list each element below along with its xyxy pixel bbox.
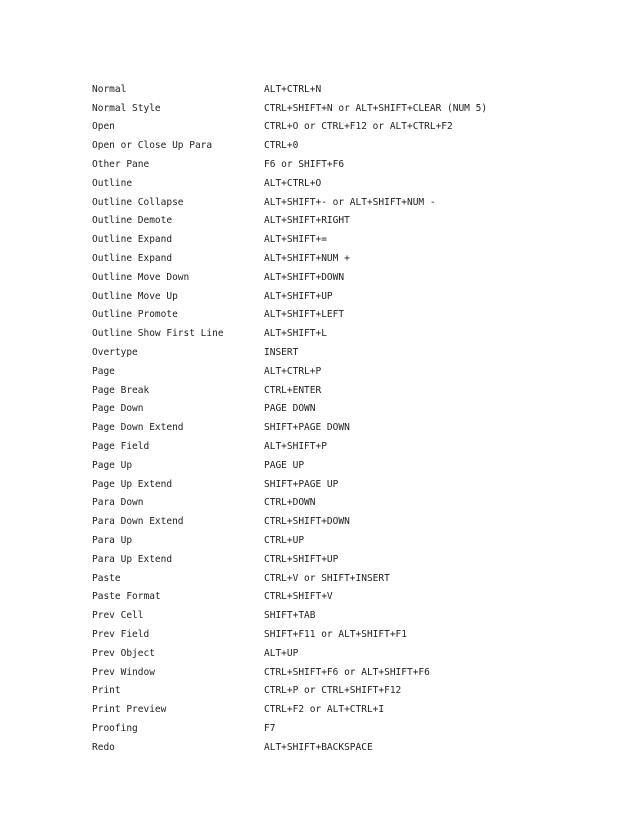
- command-name: Prev Window: [92, 666, 155, 678]
- shortcut-row: [92, 212, 592, 231]
- key-combination: F7: [264, 722, 276, 734]
- key-combination: CTRL+SHIFT+V: [264, 591, 333, 603]
- shortcut-row: [92, 437, 592, 456]
- shortcut-row: [92, 512, 592, 531]
- shortcut-row: [92, 644, 592, 663]
- command-name: Outline Promote: [92, 309, 178, 321]
- key-combination: ALT+CTRL+O: [264, 177, 322, 189]
- shortcut-row: [92, 306, 592, 325]
- key-combination: SHIFT+PAGE UP: [264, 478, 339, 490]
- key-combination: ALT+UP: [264, 647, 299, 659]
- key-combination: CTRL+ENTER: [264, 384, 322, 396]
- key-combination: ALT+SHIFT+LEFT: [264, 309, 345, 321]
- command-name: Page Up Extend: [92, 478, 173, 490]
- shortcut-row: [92, 682, 592, 701]
- key-combination: CTRL+SHIFT+DOWN: [264, 516, 350, 528]
- command-name: Overtype: [92, 347, 138, 359]
- command-name: Outline Expand: [92, 253, 173, 265]
- command-name: Prev Cell: [92, 610, 144, 622]
- key-combination: CTRL+0: [264, 140, 299, 152]
- shortcut-row: [92, 268, 592, 287]
- shortcut-row: [92, 700, 592, 719]
- key-combination: ALT+CTRL+P: [264, 365, 322, 377]
- command-name: Proofing: [92, 722, 138, 734]
- shortcut-row: [92, 249, 592, 268]
- key-combination: CTRL+UP: [264, 535, 305, 547]
- command-name: Page: [92, 365, 115, 377]
- command-name: Para Up Extend: [92, 553, 173, 565]
- shortcut-row: [92, 531, 592, 550]
- key-combination: SHIFT+TAB: [264, 610, 316, 622]
- command-name: Paste Format: [92, 591, 161, 603]
- shortcut-row: [92, 400, 592, 419]
- key-combination: ALT+SHIFT+DOWN: [264, 271, 345, 283]
- key-combination: ALT+SHIFT+=: [264, 234, 327, 246]
- shortcut-row: [92, 569, 592, 588]
- shortcut-row: [92, 456, 592, 475]
- command-name: Prev Object: [92, 647, 155, 659]
- shortcut-row: [92, 99, 592, 118]
- key-combination: CTRL+DOWN: [264, 497, 316, 509]
- command-name: Outline Collapse: [92, 196, 184, 208]
- shortcut-table: [92, 80, 592, 757]
- command-name: Normal Style: [92, 102, 161, 114]
- shortcut-row: [92, 324, 592, 343]
- shortcut-row: [92, 550, 592, 569]
- command-name: Page Field: [92, 441, 150, 453]
- key-combination: ALT+SHIFT+P: [264, 441, 327, 453]
- key-combination: ALT+CTRL+N: [264, 83, 322, 95]
- shortcut-row: [92, 663, 592, 682]
- shortcut-row: [92, 174, 592, 193]
- command-name: Open: [92, 121, 115, 133]
- command-name: Outline: [92, 177, 133, 189]
- key-combination: CTRL+V or SHIFT+INSERT: [264, 572, 390, 584]
- shortcut-row: [92, 475, 592, 494]
- command-name: Page Down: [92, 403, 144, 415]
- key-combination: ALT+SHIFT+NUM +: [264, 253, 350, 265]
- key-combination: ALT+SHIFT+UP: [264, 290, 333, 302]
- command-name: Prev Field: [92, 629, 150, 640]
- command-name: Outline Move Down: [92, 271, 190, 283]
- key-combination: ALT+SHIFT+- or ALT+SHIFT+NUM -: [264, 196, 436, 208]
- shortcut-row: [92, 80, 592, 99]
- command-name: Page Down Extend: [92, 422, 184, 434]
- shortcut-row: [92, 362, 592, 381]
- shortcut-row: [92, 230, 592, 249]
- key-combination: PAGE UP: [264, 459, 305, 471]
- shortcut-row: [92, 418, 592, 437]
- shortcut-row: [92, 155, 592, 174]
- command-name: Outline Show First Line: [92, 328, 224, 340]
- shortcut-row: [92, 193, 592, 212]
- command-name: Print Preview: [92, 704, 167, 716]
- command-name: Outline Demote: [92, 215, 173, 227]
- shortcut-row: [92, 381, 592, 400]
- key-combination: CTRL+SHIFT+F6 or ALT+SHIFT+F6: [264, 666, 430, 678]
- key-combination: CTRL+SHIFT+N or ALT+SHIFT+CLEAR (NUM 5): [264, 102, 488, 114]
- key-combination: SHIFT+PAGE DOWN: [264, 422, 350, 434]
- shortcut-row: [92, 494, 592, 513]
- shortcut-row: [92, 719, 592, 738]
- key-combination: PAGE DOWN: [264, 403, 316, 415]
- shortcut-row: [92, 738, 592, 757]
- command-name: Paste: [92, 572, 121, 584]
- key-combination: ALT+SHIFT+RIGHT: [264, 215, 350, 227]
- key-combination: CTRL+P or CTRL+SHIFT+F12: [264, 685, 402, 697]
- shortcut-row: [92, 287, 592, 306]
- shortcut-row: [92, 136, 592, 155]
- command-name: Redo: [92, 741, 115, 753]
- command-name: Para Down Extend: [92, 516, 184, 528]
- command-name: Outline Move Up: [92, 290, 178, 302]
- shortcut-row: [92, 118, 592, 137]
- command-name: Normal: [92, 83, 127, 95]
- command-name: Open or Close Up Para: [92, 140, 213, 152]
- shortcut-row: [92, 625, 592, 644]
- command-name: Print: [92, 685, 121, 697]
- key-combination: F6 or SHIFT+F6: [264, 159, 345, 171]
- shortcut-row: [92, 343, 592, 362]
- key-combination: INSERT: [264, 347, 299, 359]
- key-combination: ALT+SHIFT+L: [264, 328, 327, 340]
- command-name: Page Break: [92, 384, 150, 396]
- command-name: Para Down: [92, 497, 144, 509]
- key-combination: SHIFT+F11 or ALT+SHIFT+F1: [264, 629, 407, 640]
- key-combination: ALT+SHIFT+BACKSPACE: [264, 741, 373, 753]
- shortcut-row: [92, 606, 592, 625]
- command-name: Para Up: [92, 535, 133, 547]
- command-name: Outline Expand: [92, 234, 173, 246]
- shortcut-row: [92, 588, 592, 607]
- key-combination: CTRL+SHIFT+UP: [264, 553, 339, 565]
- command-name: Page Up: [92, 459, 133, 471]
- key-combination: CTRL+F2 or ALT+CTRL+I: [264, 704, 385, 716]
- key-combination: CTRL+O or CTRL+F12 or ALT+CTRL+F2: [264, 121, 453, 133]
- command-name: Other Pane: [92, 159, 150, 171]
